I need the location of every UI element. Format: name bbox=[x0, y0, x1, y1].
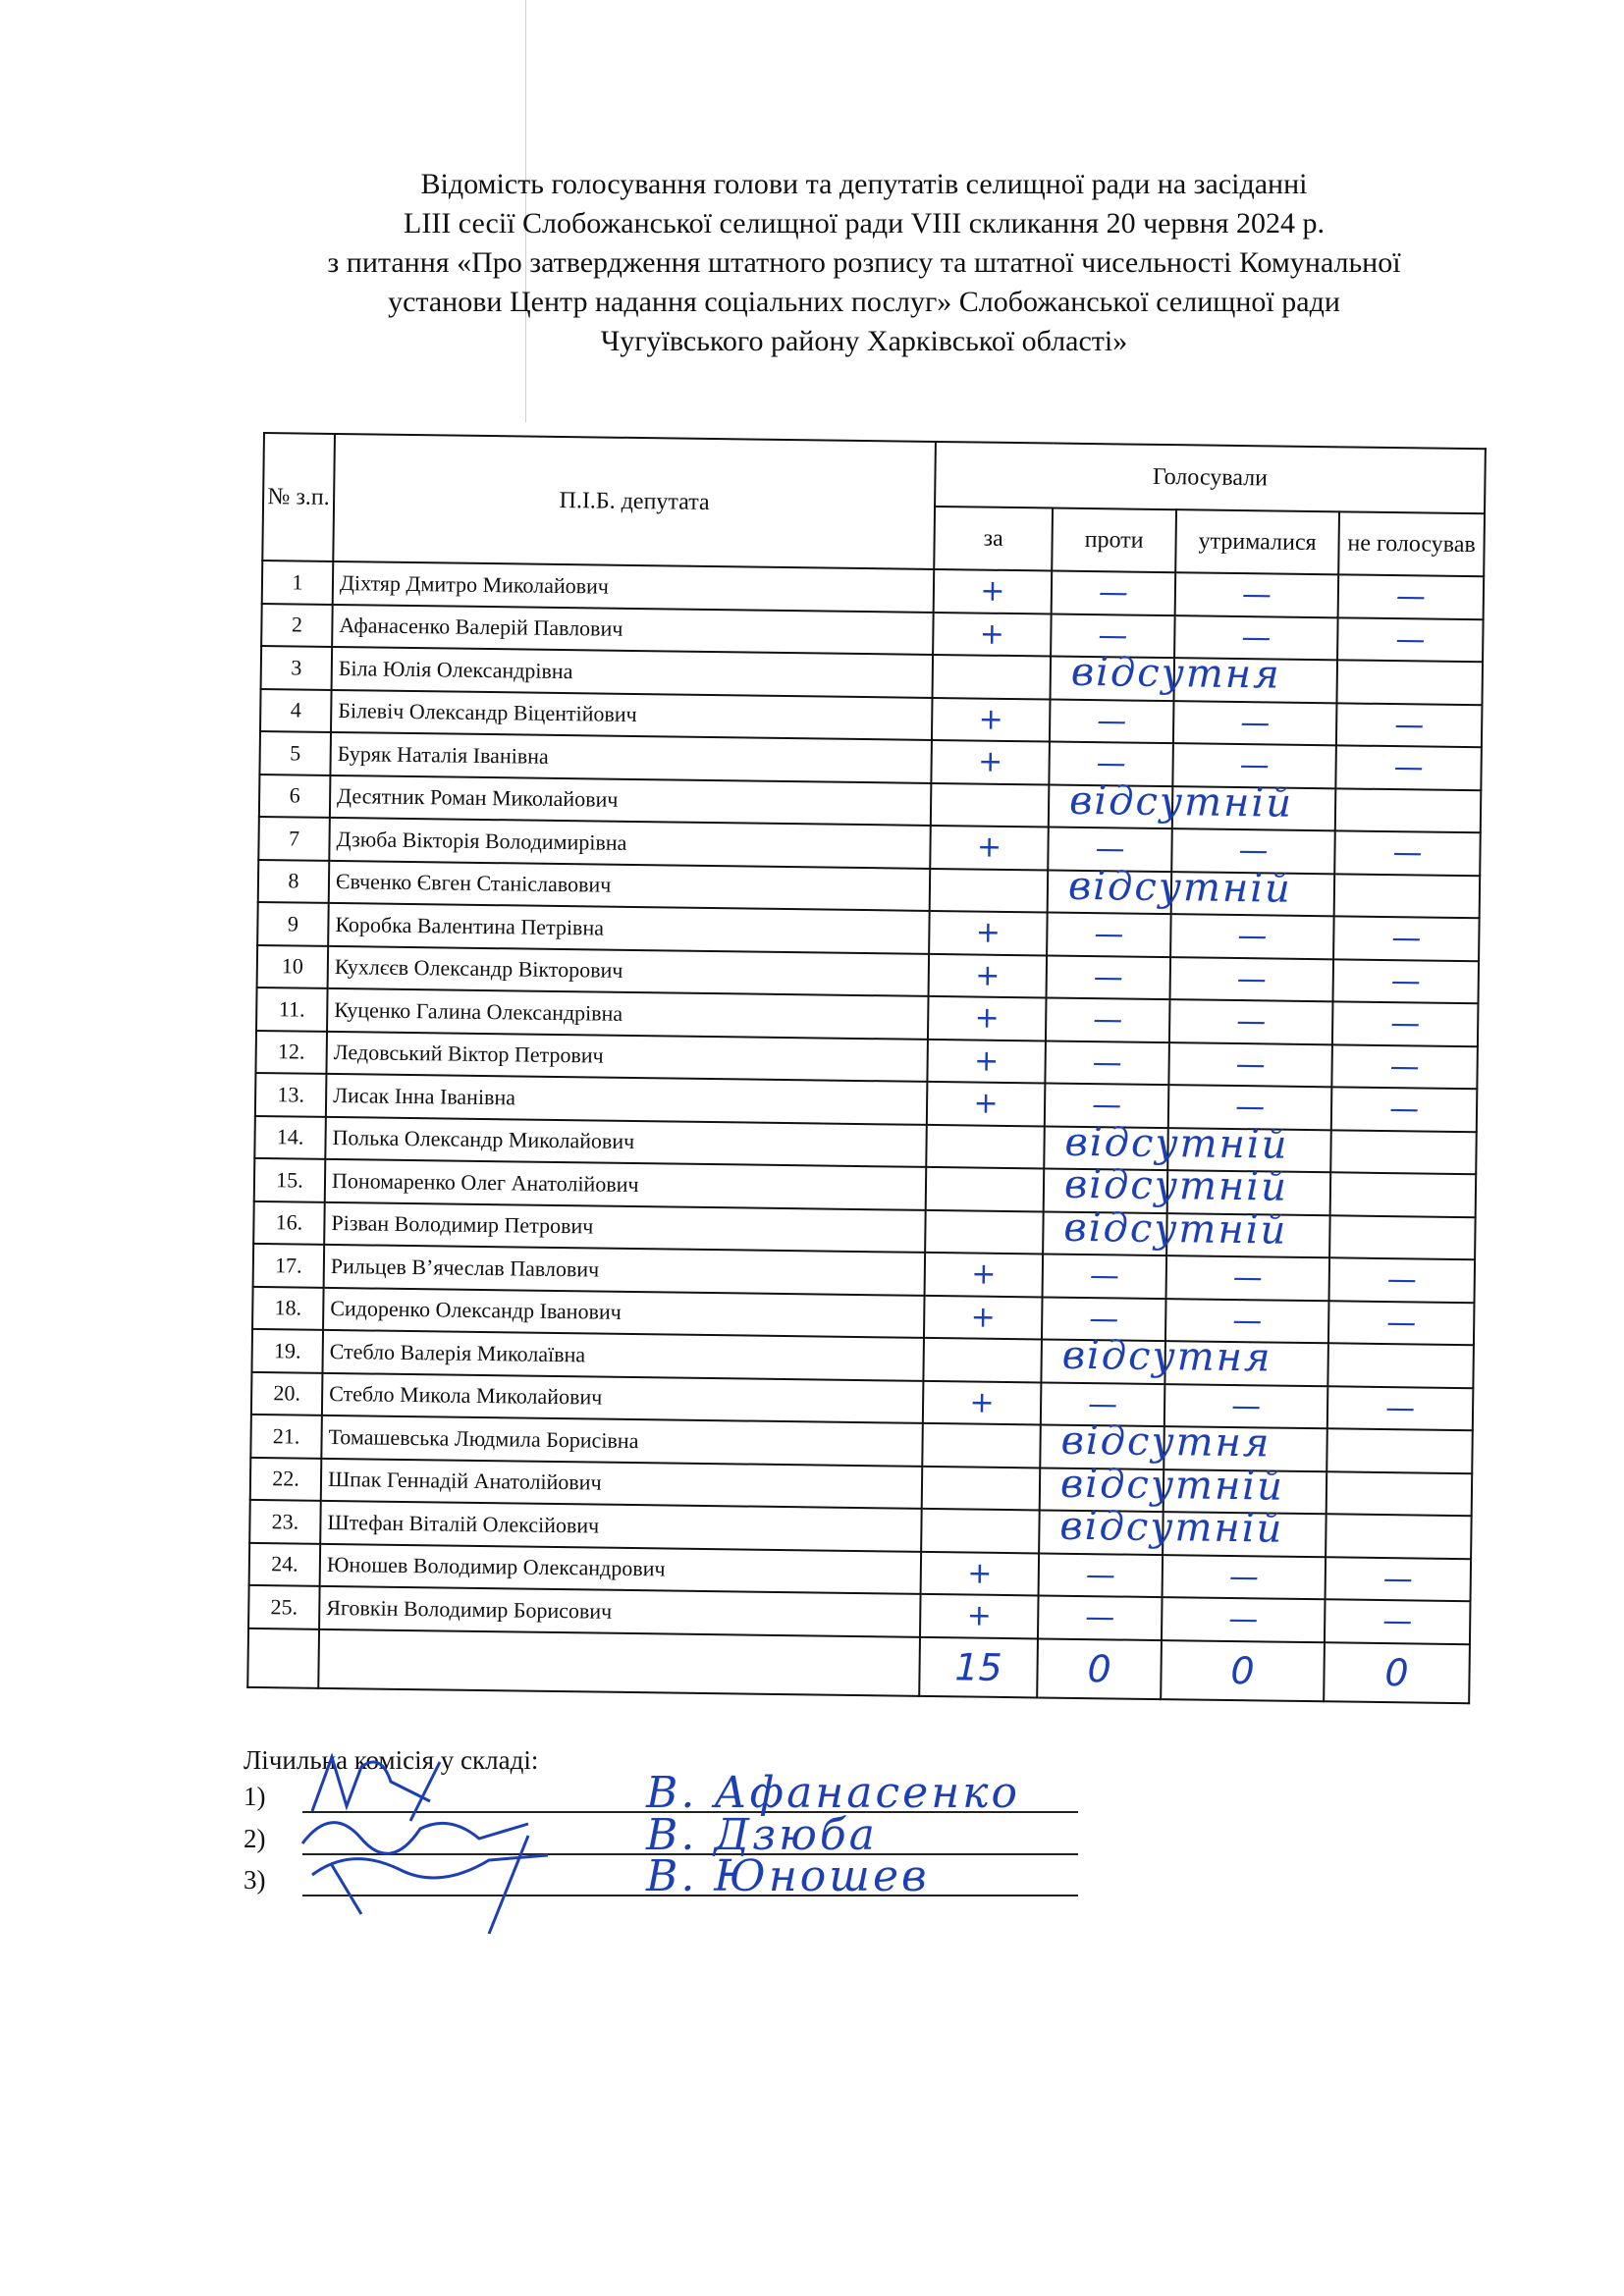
row-number: 16. bbox=[253, 1201, 325, 1244]
vote-mark: — bbox=[1239, 748, 1270, 783]
vote-mark: + bbox=[973, 1086, 999, 1122]
vote-mark: — bbox=[1389, 1006, 1421, 1041]
row-number: 6 bbox=[259, 774, 331, 817]
totals-empty-cell bbox=[247, 1628, 319, 1687]
deputy-name: Афанасенко Валерій Павлович bbox=[332, 604, 934, 655]
vote-not-voted-cell bbox=[1326, 1428, 1473, 1472]
vote-mark: — bbox=[1235, 1004, 1267, 1040]
vote-not-voted-cell bbox=[1335, 745, 1482, 789]
vote-for-cell bbox=[931, 782, 1050, 827]
vote-mark: + bbox=[975, 915, 1001, 951]
vote-against-cell bbox=[1050, 699, 1174, 743]
total-abstained: 0 bbox=[1230, 1648, 1255, 1692]
vote-mark: — bbox=[1089, 1301, 1119, 1337]
absent-note: відсутня bbox=[1060, 1417, 1272, 1467]
vote-mark: — bbox=[1098, 617, 1128, 654]
vote-not-voted-cell bbox=[1329, 1257, 1476, 1302]
vote-against-cell bbox=[1048, 863, 1293, 914]
vote-for-cell bbox=[928, 996, 1047, 1041]
vote-against-cell bbox=[1047, 955, 1171, 999]
row-number: 7 bbox=[258, 817, 330, 860]
deputy-name: Полька Олександр Миколайович bbox=[325, 1116, 927, 1167]
vote-for-cell bbox=[930, 868, 1049, 912]
vote-not-voted-cell bbox=[1327, 1343, 1474, 1387]
vote-against-cell bbox=[1049, 777, 1294, 828]
deputy-name: Стебло Микола Миколайович bbox=[322, 1372, 924, 1423]
vote-against-cell bbox=[1046, 997, 1170, 1041]
total-against-cell bbox=[1037, 1638, 1162, 1699]
absent-note: відсутній bbox=[1067, 863, 1293, 912]
vote-against-cell bbox=[1041, 1332, 1272, 1383]
vote-mark: — bbox=[1232, 1303, 1263, 1339]
vote-not-voted-cell bbox=[1332, 959, 1479, 1003]
vote-mark: — bbox=[1236, 961, 1268, 997]
total-not-voted-cell bbox=[1324, 1642, 1470, 1703]
vote-not-voted-cell bbox=[1326, 1514, 1472, 1558]
vote-not-voted-cell bbox=[1330, 1172, 1477, 1216]
deputy-name: Ледовський Віктор Петрович bbox=[326, 1031, 928, 1082]
vote-mark: — bbox=[1096, 703, 1127, 739]
vote-not-voted-cell bbox=[1331, 1087, 1478, 1131]
vote-mark: — bbox=[1386, 1262, 1418, 1298]
vote-mark: — bbox=[1388, 1092, 1420, 1127]
total-against: 0 bbox=[1087, 1646, 1111, 1690]
vote-abstained-cell bbox=[1166, 1213, 1330, 1258]
vote-for-cell bbox=[931, 740, 1050, 784]
vote-mark: — bbox=[1095, 831, 1125, 867]
vote-not-voted-cell bbox=[1328, 1301, 1475, 1345]
vote-for-cell bbox=[930, 826, 1049, 870]
vote-mark: + bbox=[967, 1556, 993, 1591]
vote-abstained-cell bbox=[1169, 999, 1333, 1044]
vote-mark: — bbox=[1392, 835, 1423, 871]
vote-against-cell bbox=[1045, 1041, 1169, 1085]
row-number: 25. bbox=[248, 1585, 320, 1629]
vote-not-voted-cell bbox=[1337, 617, 1484, 662]
title-line: Чугуївського району Харківської області» bbox=[600, 325, 1128, 357]
deputy-name: Кухлєєв Олександр Вікторович bbox=[328, 945, 930, 996]
deputy-name: Шпак Геннадій Анатолійович bbox=[321, 1458, 923, 1509]
vote-against-cell bbox=[1052, 571, 1176, 615]
vote-not-voted-cell bbox=[1334, 874, 1481, 918]
vote-against-cell bbox=[1039, 1503, 1284, 1554]
vote-mark: — bbox=[1085, 1557, 1116, 1593]
vote-not-voted-cell bbox=[1331, 1044, 1478, 1089]
vote-mark: — bbox=[1395, 621, 1426, 658]
vote-not-voted-cell bbox=[1329, 1215, 1476, 1259]
row-number: 20. bbox=[251, 1371, 323, 1415]
row-number: 4 bbox=[260, 688, 332, 731]
row-number: 2 bbox=[261, 603, 333, 646]
absent-note: відсутня bbox=[1061, 1332, 1272, 1381]
header-for: за bbox=[934, 507, 1053, 571]
deputy-name: Яговкін Володимир Борисович bbox=[319, 1586, 921, 1637]
deputy-name: Білевіч Олександр Віцентійович bbox=[331, 689, 933, 740]
deputy-name: Томашевська Людмила Борисівна bbox=[321, 1415, 923, 1467]
vote-not-voted-cell bbox=[1333, 916, 1480, 960]
vote-mark: — bbox=[1239, 705, 1271, 741]
vote-against-cell bbox=[1039, 1553, 1164, 1597]
vote-against-cell bbox=[1043, 1204, 1288, 1255]
deputy-name: Діхтяр Дмитро Миколайович bbox=[333, 561, 935, 613]
total-for: 15 bbox=[954, 1644, 1003, 1689]
vote-for-cell bbox=[926, 1124, 1045, 1168]
title-line: Відомість голосування голови та депутатів селищної ради на засіданні bbox=[420, 168, 1308, 200]
vote-for-cell bbox=[933, 655, 1052, 699]
total-not-voted: 0 bbox=[1384, 1650, 1409, 1694]
vote-mark: — bbox=[1385, 1305, 1417, 1341]
vote-mark: — bbox=[1238, 833, 1269, 869]
vote-mark: — bbox=[1232, 1260, 1264, 1296]
row-number: 8 bbox=[258, 859, 330, 902]
vote-abstained-cell bbox=[1173, 658, 1337, 703]
vote-mark: — bbox=[1390, 963, 1422, 999]
deputy-name: Куценко Галина Олександрівна bbox=[327, 988, 929, 1040]
vote-not-voted-cell bbox=[1335, 788, 1482, 832]
vote-mark: + bbox=[978, 702, 1004, 737]
title-line: установи Центр надання соціальних послуг» Слобожанської селищної ради bbox=[388, 286, 1340, 318]
deputy-name: Лисак Інна Іванівна bbox=[326, 1074, 928, 1125]
deputy-name: Біла Юлія Олександрівна bbox=[332, 647, 934, 698]
vote-for-cell bbox=[922, 1423, 1041, 1468]
vote-not-voted-cell bbox=[1338, 574, 1485, 618]
vote-not-voted-cell bbox=[1327, 1386, 1474, 1430]
vote-mark: — bbox=[1234, 1090, 1266, 1125]
commission-member-row bbox=[244, 1768, 1020, 1818]
deputy-name: Коробка Валентина Петрівна bbox=[328, 903, 930, 954]
absent-note: відсутній bbox=[1063, 1204, 1288, 1254]
row-number: 21. bbox=[250, 1415, 322, 1458]
deputy-name: Юношев Володимир Олександрович bbox=[320, 1543, 922, 1594]
vote-for-cell bbox=[934, 569, 1053, 614]
vote-abstained-cell bbox=[1163, 1555, 1326, 1600]
vote-abstained-cell bbox=[1164, 1341, 1328, 1386]
vote-mark: — bbox=[1228, 1602, 1259, 1637]
deputy-name: Дзюба Вікторія Володимирівна bbox=[329, 818, 931, 869]
vote-against-cell bbox=[1043, 1254, 1167, 1298]
row-number: 17. bbox=[253, 1244, 325, 1287]
header-voted: Голосували bbox=[935, 442, 1486, 513]
commission-member-name: В. Юношев bbox=[646, 1851, 930, 1901]
vote-not-voted-cell bbox=[1336, 703, 1483, 747]
header-against: проти bbox=[1052, 508, 1176, 573]
vote-for-cell bbox=[920, 1594, 1039, 1638]
vote-not-voted-cell bbox=[1326, 1471, 1473, 1516]
vote-mark: — bbox=[1235, 1046, 1266, 1083]
total-abstained-cell bbox=[1161, 1640, 1325, 1701]
vote-abstained-cell bbox=[1171, 872, 1335, 917]
row-number: 12. bbox=[255, 1030, 327, 1073]
vote-abstained-cell bbox=[1163, 1512, 1326, 1557]
vote-for-cell bbox=[927, 1039, 1046, 1083]
header-not-voted: не голосував bbox=[1338, 511, 1485, 576]
document-title bbox=[245, 165, 1483, 361]
vote-abstained-cell bbox=[1170, 957, 1334, 1002]
absent-note: відсутня bbox=[1070, 649, 1281, 698]
row-number: 13. bbox=[255, 1073, 327, 1116]
vote-mark: — bbox=[1393, 707, 1425, 743]
vote-for-cell bbox=[921, 1551, 1040, 1595]
vote-for-cell bbox=[929, 911, 1048, 955]
title-line: з питання «Про затвердження штатного розпису та штатної чисельності Комунальної bbox=[327, 246, 1401, 279]
total-for-cell bbox=[919, 1636, 1038, 1697]
vote-mark: — bbox=[1395, 579, 1427, 614]
vote-mark: + bbox=[973, 1043, 1000, 1079]
row-number: 5 bbox=[259, 731, 331, 774]
vote-mark: — bbox=[1091, 1088, 1122, 1123]
vote-for-cell bbox=[932, 697, 1051, 741]
vote-for-cell bbox=[927, 1082, 1046, 1126]
absent-note: відсутній bbox=[1068, 777, 1294, 827]
title-line: LIII сесії Слобожанської селищної ради VIII скликання 20 червня 2024 р. bbox=[404, 207, 1325, 240]
vote-against-cell bbox=[1038, 1595, 1163, 1639]
absent-note: відсутній bbox=[1059, 1461, 1285, 1510]
vote-mark: — bbox=[1096, 746, 1126, 781]
vote-mark: — bbox=[1389, 1048, 1420, 1085]
vote-for-cell bbox=[929, 953, 1048, 997]
row-number: 9 bbox=[257, 902, 329, 945]
vote-mark: + bbox=[971, 1256, 997, 1293]
vote-mark: — bbox=[1382, 1561, 1414, 1597]
vote-abstained-cell bbox=[1175, 572, 1339, 617]
counting-commission-label: Лічильна комісія у складі: bbox=[244, 1745, 539, 1775]
vote-mark: — bbox=[1230, 1388, 1262, 1424]
deputy-name: Пономаренко Олег Анатолійович bbox=[325, 1159, 927, 1210]
vote-for-cell bbox=[924, 1295, 1043, 1339]
vote-mark: — bbox=[1228, 1559, 1260, 1595]
vote-abstained-cell bbox=[1173, 701, 1337, 746]
deputy-name: Рильцев В’ячеслав Павлович bbox=[324, 1245, 926, 1296]
deputy-name: Різван Володимир Петрович bbox=[324, 1201, 926, 1253]
vote-for-cell bbox=[925, 1209, 1044, 1254]
vote-mark: + bbox=[966, 1598, 993, 1634]
vote-for-cell bbox=[926, 1167, 1045, 1211]
vote-mark: — bbox=[1085, 1600, 1115, 1635]
vote-for-cell bbox=[923, 1380, 1042, 1424]
deputy-name: Штефан Віталій Олексійович bbox=[320, 1501, 922, 1552]
row-number: 10 bbox=[257, 944, 329, 988]
vote-mark: — bbox=[1092, 1044, 1122, 1081]
absent-note: відсутній bbox=[1059, 1503, 1284, 1552]
row-number: 22. bbox=[250, 1457, 322, 1500]
signature-image bbox=[293, 1826, 577, 1953]
vote-abstained-cell bbox=[1162, 1597, 1326, 1642]
vote-not-voted-cell bbox=[1330, 1130, 1477, 1174]
vote-mark: — bbox=[1237, 919, 1268, 954]
vote-mark: — bbox=[1241, 619, 1272, 656]
vote-for-cell bbox=[933, 612, 1052, 656]
commission-member-row bbox=[244, 1851, 930, 1901]
deputy-name: Сидоренко Олександр Іванович bbox=[323, 1287, 925, 1338]
row-number: 14. bbox=[254, 1115, 326, 1158]
vote-mark: + bbox=[980, 573, 1005, 610]
row-number: 23. bbox=[249, 1500, 321, 1543]
vote-not-voted-cell bbox=[1336, 660, 1483, 704]
row-number: 11. bbox=[256, 988, 328, 1031]
commission-member-number: 3) bbox=[244, 1865, 266, 1895]
row-number: 24. bbox=[249, 1542, 321, 1585]
vote-mark: — bbox=[1393, 750, 1424, 785]
commission-member-name: В. Афанасенко bbox=[646, 1768, 1020, 1818]
vote-mark: + bbox=[979, 616, 1005, 652]
vote-for-cell bbox=[923, 1338, 1042, 1382]
vote-not-voted-cell bbox=[1325, 1599, 1471, 1643]
deputy-name: Десятник Роман Миколайович bbox=[330, 774, 932, 826]
vote-for-cell bbox=[922, 1466, 1041, 1510]
deputy-name: Стебло Валерія Миколаївна bbox=[322, 1330, 924, 1381]
row-number: 3 bbox=[261, 646, 333, 689]
totals-empty-cell bbox=[318, 1629, 920, 1695]
deputy-name: Буряк Наталія Іванівна bbox=[330, 732, 932, 783]
vote-abstained-cell bbox=[1172, 786, 1336, 831]
vote-mark: — bbox=[1094, 917, 1124, 952]
absent-note: відсутній bbox=[1063, 1161, 1289, 1210]
vote-not-voted-cell bbox=[1332, 1001, 1479, 1045]
row-number: 15. bbox=[254, 1158, 326, 1201]
row-number: 1 bbox=[262, 561, 334, 604]
commission-member-name: В. Дзюба bbox=[646, 1810, 878, 1860]
vote-abstained-cell bbox=[1166, 1255, 1330, 1301]
voting-table bbox=[246, 432, 1487, 1704]
header-number: № з.п. bbox=[262, 433, 335, 561]
vote-mark: — bbox=[1098, 575, 1129, 611]
vote-against-cell bbox=[1047, 912, 1171, 956]
vote-against-cell bbox=[1051, 649, 1281, 701]
header-abstained: утрималися bbox=[1175, 509, 1339, 574]
vote-for-cell bbox=[921, 1509, 1040, 1553]
commission-member-number: 1) bbox=[244, 1782, 266, 1811]
vote-abstained-cell bbox=[1168, 1042, 1332, 1088]
deputy-name: Євченко Євген Станіславович bbox=[329, 860, 931, 911]
vote-mark: + bbox=[969, 1385, 995, 1420]
vote-mark: — bbox=[1391, 921, 1422, 956]
vote-mark: — bbox=[1089, 1258, 1120, 1294]
vote-abstained-cell bbox=[1170, 914, 1334, 959]
vote-mark: + bbox=[976, 829, 1002, 866]
commission-member-row bbox=[244, 1810, 878, 1860]
vote-mark: + bbox=[970, 1300, 997, 1335]
vote-mark: — bbox=[1087, 1386, 1118, 1422]
commission-member-number: 2) bbox=[244, 1824, 266, 1853]
vote-not-voted-cell bbox=[1326, 1557, 1472, 1601]
vote-mark: + bbox=[974, 1000, 1001, 1037]
vote-mark: — bbox=[1093, 959, 1124, 995]
vote-for-cell bbox=[925, 1253, 1044, 1297]
vote-mark: + bbox=[975, 958, 1001, 993]
absent-note: відсутній bbox=[1064, 1119, 1289, 1168]
vote-mark: + bbox=[977, 744, 1003, 780]
vote-not-voted-cell bbox=[1334, 830, 1481, 875]
vote-mark: — bbox=[1093, 1002, 1123, 1038]
vote-mark: — bbox=[1241, 577, 1272, 613]
header-deputy-name: П.І.Б. депутата bbox=[333, 434, 936, 569]
vote-mark: — bbox=[1382, 1604, 1413, 1639]
row-number: 18. bbox=[252, 1286, 324, 1329]
vote-mark: — bbox=[1384, 1390, 1416, 1426]
row-number: 19. bbox=[251, 1329, 323, 1372]
